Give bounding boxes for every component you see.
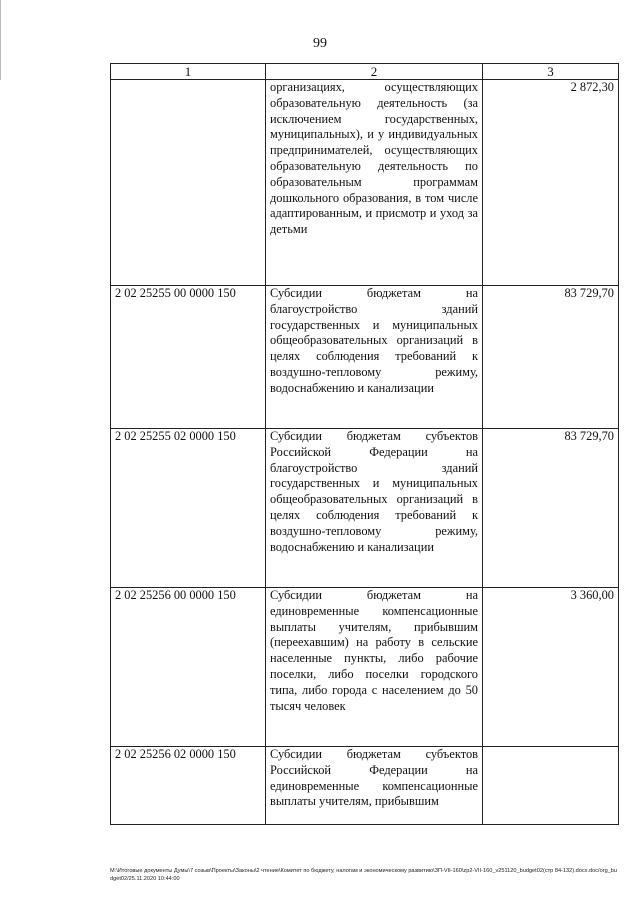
column-header: 3 [483, 64, 619, 80]
table-row [111, 286, 619, 429]
row-amount: 2 872,30 [483, 80, 619, 286]
column-header: 1 [111, 64, 266, 80]
file-path-footer: M:\Итоговые документы Думы\7 созыв\Проекты\Законы\2 чтение\Комитет по бюджету, налогам и экономическому развитию\ЗП-VII-160\zp2-VII-160_v251120_budget02(стр 84-132).docx.doc/org_budget02/25.11.2020 10:44:00 [110, 868, 618, 882]
row-code: 2 02 25255 02 0000 150 [111, 429, 266, 588]
row-code: 2 02 25255 00 0000 150 [111, 286, 266, 429]
budget-table [110, 63, 619, 825]
row-amount: 3 360,00 [483, 588, 619, 747]
table-row [111, 80, 619, 286]
row-description: организациях, осуществляющих образовательную деятельность (за исключением государственных, муниципальных), и у индивидуальных предпринимателей, осуществляющих образовательную деятельность по образовательным программам дошкольного образования, в том числе адаптированным, и присмотр и уход за детьми [266, 80, 483, 286]
row-code: 2 02 25256 02 0000 150 [111, 747, 266, 825]
row-description: Субсидии бюджетам на единовременные компенсационные выплаты учителям, прибывшим (переехавшим) на работу в сельские населенные пункты, либо рабочие поселки, либо поселки городского типа, либо города с населением до 50 тысяч человек [266, 588, 483, 747]
table-row [111, 588, 619, 747]
row-amount: 83 729,70 [483, 286, 619, 429]
table-row [111, 747, 619, 825]
row-code [111, 80, 266, 286]
page-number: 99 [313, 36, 327, 51]
column-header: 2 [266, 64, 483, 80]
table-row [111, 429, 619, 588]
row-amount: 83 729,70 [483, 429, 619, 588]
row-amount [483, 747, 619, 825]
row-description: Субсидии бюджетам на благоустройство зданий государственных и муниципальных общеобразовательных организаций в целях соблюдения требований к воздушно-тепловому режиму, водоснабжению и канализации [266, 286, 483, 429]
row-code: 2 02 25256 00 0000 150 [111, 588, 266, 747]
row-description: Субсидии бюджетам субъектов Российской Федерации на единовременные компенсационные выплаты учителям, прибывшим [266, 747, 483, 825]
row-description: Субсидии бюджетам субъектов Российской Федерации на благоустройство зданий государственных и муниципальных общеобразовательных организаций в целях соблюдения требований к воздушно-тепловому режиму, водоснабжению и канализации [266, 429, 483, 588]
table-header-row [111, 64, 619, 80]
